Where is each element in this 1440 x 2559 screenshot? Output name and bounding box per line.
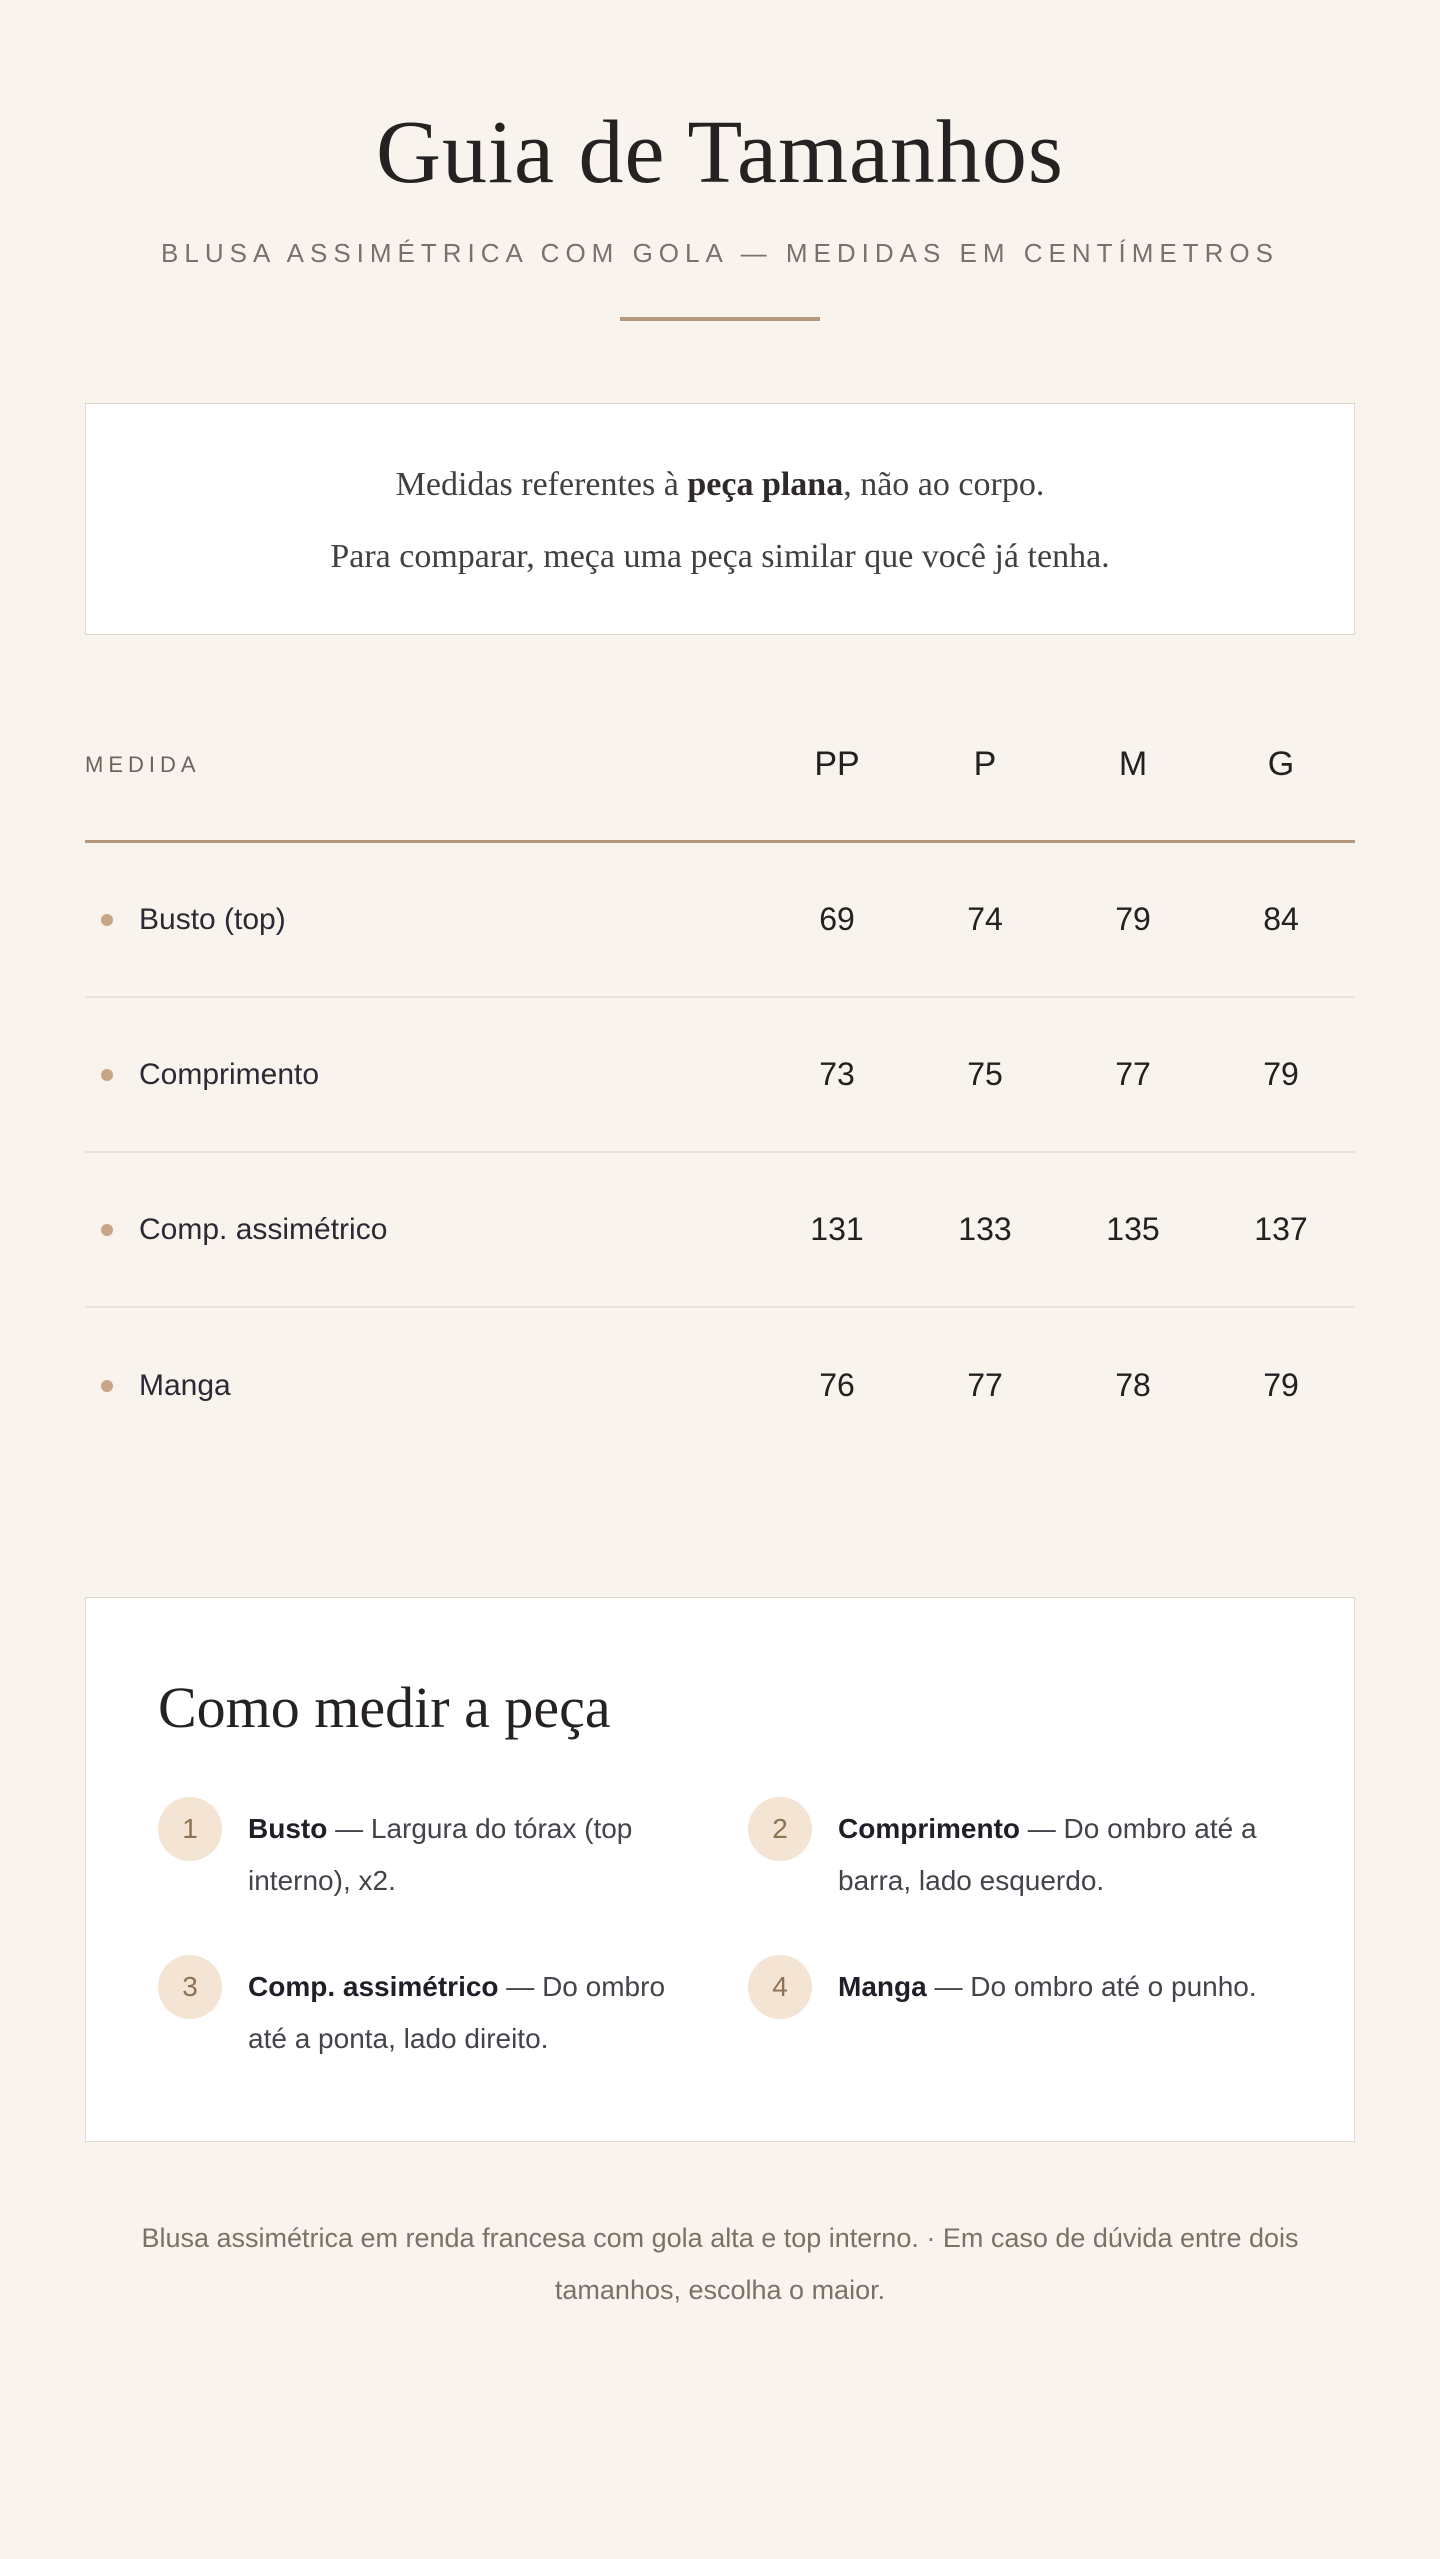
row-label-text: Comprimento — [139, 1057, 320, 1091]
page-subtitle: BLUSA ASSIMÉTRICA COM GOLA — MEDIDAS EM CENTÍMETROS — [161, 238, 1279, 268]
step-item-manga — [748, 1955, 1282, 2065]
cell-value: 75 — [967, 1056, 1003, 1092]
step-description: — Do ombro até a ponta, lado direito. — [248, 1971, 666, 2054]
row-label-comp-assimetrico — [85, 1213, 763, 1247]
row-label-text: Comp. assimétrico — [139, 1212, 388, 1246]
measurement-note-card — [85, 403, 1355, 635]
step-text — [838, 1955, 1257, 2013]
table-row-manga — [85, 1308, 1355, 1463]
note-line-1 — [126, 466, 1314, 504]
size-table-header-row — [85, 725, 1355, 843]
row-label-text: Busto (top) — [139, 902, 286, 936]
cell-value: 74 — [967, 901, 1003, 937]
row-label-busto — [85, 903, 763, 937]
how-to-measure-heading: Como medir a peça — [158, 1675, 611, 1740]
row-label-manga — [85, 1369, 763, 1403]
bullet-icon — [101, 1380, 113, 1392]
bullet-icon — [101, 1224, 113, 1236]
cell-value: 84 — [1263, 901, 1299, 937]
cell-value: 69 — [819, 901, 855, 937]
step-description: — Do ombro até o punho. — [926, 1971, 1257, 2002]
cell-value: 131 — [810, 1211, 864, 1247]
step-description: — Largura do tórax (top interno), x2. — [248, 1813, 633, 1896]
bullet-icon — [101, 914, 113, 926]
cell-value: 137 — [1254, 1211, 1308, 1247]
cell-value: 79 — [1115, 901, 1151, 937]
step-text — [248, 1797, 688, 1907]
cell-value: 79 — [1263, 1056, 1299, 1092]
column-header-p: P — [973, 745, 997, 783]
note-line-1-suffix: , não ao corpo. — [843, 466, 1045, 503]
step-term: Comprimento — [838, 1813, 1020, 1844]
page-title: Guia de Tamanhos — [376, 103, 1064, 202]
column-header-pp: PP — [814, 745, 860, 783]
column-header-m: M — [1118, 745, 1148, 783]
table-row-comprimento — [85, 998, 1355, 1153]
note-line-1-bold: peça plana — [687, 466, 844, 503]
table-row-busto — [85, 843, 1355, 998]
step-item-busto — [158, 1797, 692, 1907]
step-number-badge: 3 — [158, 1955, 222, 2019]
step-number-badge: 4 — [748, 1955, 812, 2019]
cell-value: 135 — [1106, 1211, 1160, 1247]
cell-value: 133 — [958, 1211, 1012, 1247]
footer-note: Blusa assimétrica em renda francesa com gola alta e top interno. · Em caso de dúvida entre dois tamanhos, escolha o maior. — [141, 2223, 1299, 2305]
step-text — [838, 1797, 1278, 1907]
how-to-measure-card — [85, 1597, 1355, 2142]
step-description: — Do ombro até a barra, lado esquerdo. — [838, 1813, 1257, 1896]
cell-value: 78 — [1115, 1367, 1151, 1403]
row-label-comprimento — [85, 1058, 763, 1092]
cell-value: 79 — [1263, 1367, 1299, 1403]
step-number-badge: 1 — [158, 1797, 222, 1861]
note-line-2: Para comparar, meça uma peça similar que você já tenha. — [330, 538, 1110, 575]
row-label-text: Manga — [139, 1368, 231, 1402]
accent-divider — [620, 317, 820, 321]
step-term: Comp. assimétrico — [248, 1971, 499, 2002]
step-number-badge: 2 — [748, 1797, 812, 1861]
note-line-1-prefix: Medidas referentes à — [395, 466, 688, 503]
cell-value: 77 — [1115, 1056, 1151, 1092]
step-text — [248, 1955, 688, 2065]
cell-value: 76 — [819, 1367, 855, 1403]
step-term: Busto — [248, 1813, 328, 1844]
cell-value: 73 — [819, 1056, 855, 1092]
bullet-icon — [101, 1069, 113, 1081]
step-item-comp-assimetrico — [158, 1955, 692, 2065]
how-to-measure-grid — [158, 1797, 1282, 2065]
size-table — [85, 725, 1355, 1463]
column-header-medida: MEDIDA — [85, 751, 201, 777]
column-header-g: G — [1267, 745, 1295, 783]
step-term: Manga — [838, 1971, 927, 2002]
step-item-comprimento — [748, 1797, 1282, 1907]
table-row-comp-assimetrico — [85, 1153, 1355, 1308]
cell-value: 77 — [967, 1367, 1003, 1403]
